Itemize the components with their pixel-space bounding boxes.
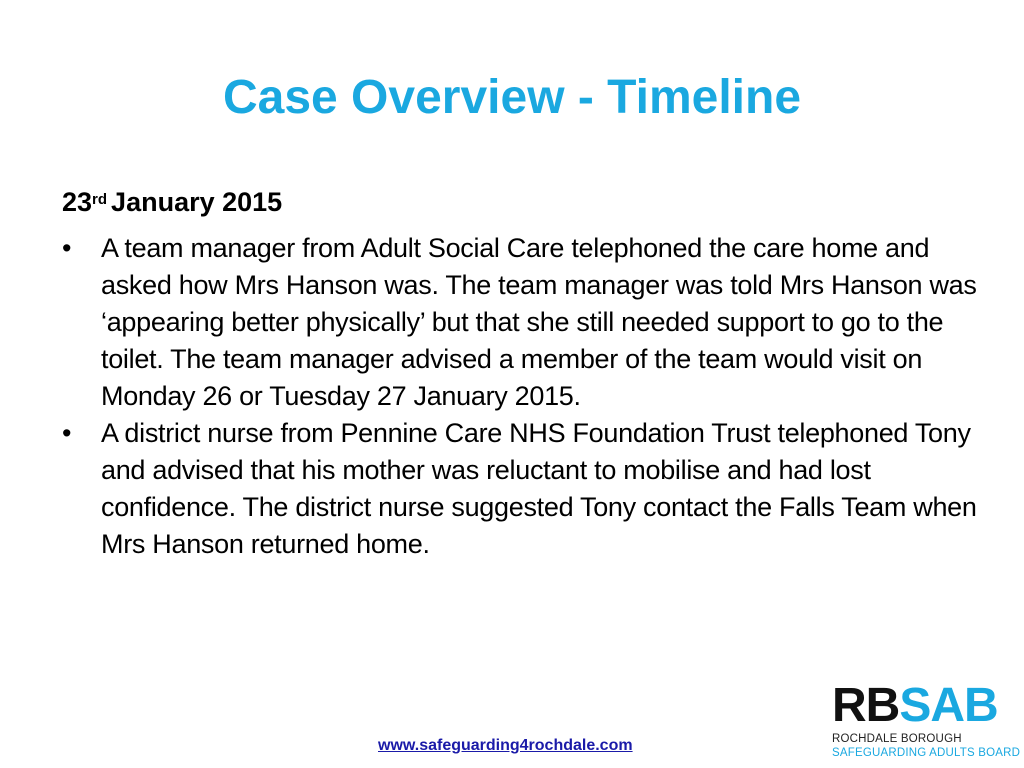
- timeline-bullet-list: [62, 230, 982, 563]
- logo-tagline-line1: ROCHDALE BOROUGH: [832, 733, 962, 745]
- slide-title: Case Overview - Timeline: [222, 71, 802, 124]
- date-day: 23: [62, 187, 93, 217]
- logo-wordmark-sab: SAB: [899, 679, 998, 732]
- date-heading: [62, 184, 282, 220]
- logo-wordmark: [832, 680, 1016, 732]
- bullet-dot-icon: •: [62, 418, 72, 448]
- logo-tagline-line2: SAFEGUARDING ADULTS BOARD: [832, 747, 1021, 759]
- date-suffix: rd: [92, 191, 108, 208]
- date-rest: January 2015: [111, 187, 283, 217]
- timeline-bullet: [62, 415, 982, 563]
- bullet-dot-icon: •: [62, 233, 72, 263]
- logo-wordmark-rb: RB: [832, 679, 900, 732]
- bullet-text: A district nurse from Pennine Care NHS Foundation Trust telephoned Tony and advised that his mother was reluctant to mobilise and had lost confidence. The district nurse suggested Tony contact the Falls Team when Mrs Hanson returned home.: [101, 418, 977, 559]
- timeline-bullet: [62, 230, 982, 415]
- bullet-text: A team manager from Adult Social Care telephoned the care home and asked how Mrs Hanson was. The team manager was told Mrs Hanson was ‘appearing better physically’ but that she still needed support to go to the toilet. The team manager advised a member of the team would visit on Monday 26 or Tuesday 27 January 2015.: [101, 233, 977, 411]
- footer-website-link[interactable]: www.safeguarding4rochdale.com: [378, 737, 633, 754]
- rbsab-logo: [832, 679, 1021, 762]
